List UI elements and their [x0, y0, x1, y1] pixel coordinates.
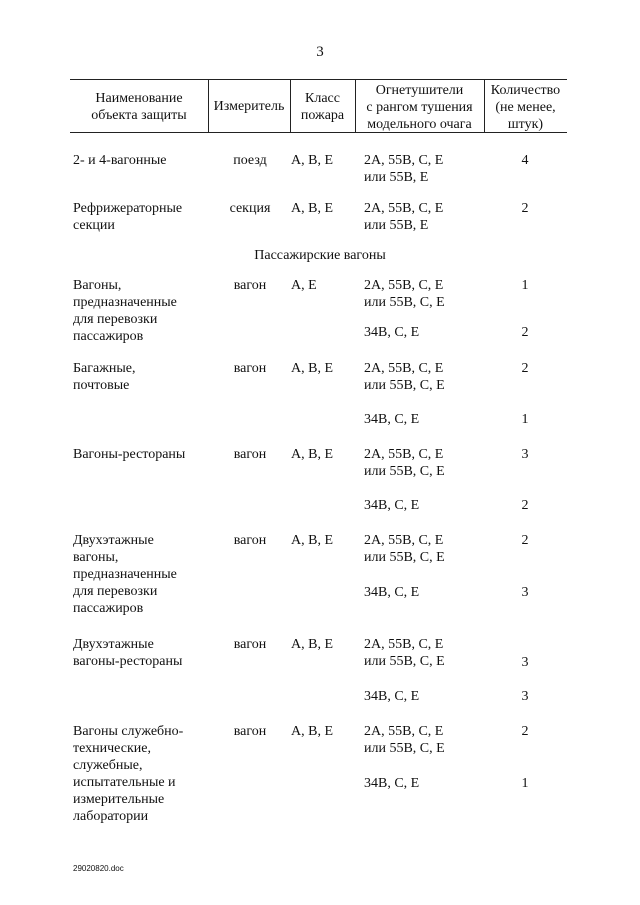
- fire-class: А, Е: [291, 278, 317, 293]
- object-name: Вагоны, предназначенные для перевозки пассажиров: [73, 278, 177, 344]
- fire-class: А, В, Е: [291, 724, 333, 739]
- extinguisher-option: 34В, С, Е: [364, 776, 420, 791]
- header-fire-class: Класс пожара: [300, 91, 345, 123]
- unit: вагон: [233, 533, 267, 548]
- page-number: 3: [316, 44, 324, 60]
- object-name: Двухэтажные вагоны, предназначенные для перевозки пассажиров: [73, 533, 177, 616]
- quantity: 2: [521, 361, 529, 376]
- quantity: 2: [521, 724, 529, 739]
- quantity: 3: [521, 585, 529, 600]
- extinguisher-option: 34В, С, Е: [364, 498, 420, 513]
- quantity: 2: [521, 325, 529, 340]
- unit: секция: [229, 201, 271, 216]
- quantity: 1: [521, 412, 529, 427]
- extinguisher-option: 2А, 55В, С, Е или 55В, Е: [364, 153, 444, 185]
- extinguisher-option: 34В, С, Е: [364, 689, 420, 704]
- quantity: 2: [521, 201, 529, 216]
- unit: вагон: [233, 447, 267, 462]
- object-name: 2- и 4-вагонные: [73, 153, 167, 168]
- fire-class: А, В, Е: [291, 201, 333, 216]
- footer-filename: 29020820.doc: [73, 864, 124, 873]
- object-name: Багажные, почтовые: [73, 361, 136, 393]
- quantity: 1: [521, 278, 529, 293]
- extinguisher-option: 2А, 55В, С, Е или 55В, С, Е: [364, 361, 445, 393]
- fire-class: А, В, Е: [291, 153, 333, 168]
- header-object-name: Наименование объекта защиты: [91, 91, 187, 123]
- unit: вагон: [233, 637, 267, 652]
- fire-class: А, В, Е: [291, 533, 333, 548]
- fire-class: А, В, Е: [291, 447, 333, 462]
- quantity: 1: [521, 776, 529, 791]
- extinguisher-option: 2А, 55В, С, Е или 55В, С, Е: [364, 278, 445, 310]
- quantity: 3: [521, 447, 529, 462]
- header-unit: Измеритель: [213, 99, 285, 114]
- header-extinguishers: Огнетушители с рангом тушения модельного очага: [366, 83, 473, 132]
- unit: вагон: [233, 724, 267, 739]
- extinguisher-option: 34В, С, Е: [364, 325, 420, 340]
- extinguisher-option: 2А, 55В, С, Е или 55В, С, Е: [364, 724, 445, 756]
- table-top-rule: [70, 79, 567, 80]
- fire-class: А, В, Е: [291, 637, 333, 652]
- fire-class: А, В, Е: [291, 361, 333, 376]
- extinguisher-option: 34В, С, Е: [364, 585, 420, 600]
- quantity: 2: [521, 533, 529, 548]
- header-quantity: Количество (не менее, штук): [490, 83, 561, 132]
- section-title: Пассажирские вагоны: [254, 248, 386, 263]
- unit: вагон: [233, 361, 267, 376]
- quantity: 2: [521, 498, 529, 513]
- quantity: 3: [521, 655, 529, 670]
- extinguisher-option: 2А, 55В, С, Е или 55В, С, Е: [364, 447, 445, 479]
- unit: поезд: [233, 153, 267, 168]
- extinguisher-option: 34В, С, Е: [364, 412, 420, 427]
- unit: вагон: [233, 278, 267, 293]
- extinguisher-option: 2А, 55В, С, Е или 55В, С, Е: [364, 637, 445, 669]
- extinguisher-option: 2А, 55В, С, Е или 55В, С, Е: [364, 533, 445, 565]
- object-name: Вагоны-рестораны: [73, 447, 186, 462]
- object-name: Двухэтажные вагоны-рестораны: [73, 637, 183, 669]
- quantity: 3: [521, 689, 529, 704]
- quantity: 4: [521, 153, 529, 168]
- object-name: Вагоны служебно- технические, служебные, испытательные и измерительные лаборатории: [73, 724, 184, 824]
- extinguisher-option: 2А, 55В, С, Е или 55В, Е: [364, 201, 444, 233]
- object-name: Рефрижераторные секции: [73, 201, 183, 233]
